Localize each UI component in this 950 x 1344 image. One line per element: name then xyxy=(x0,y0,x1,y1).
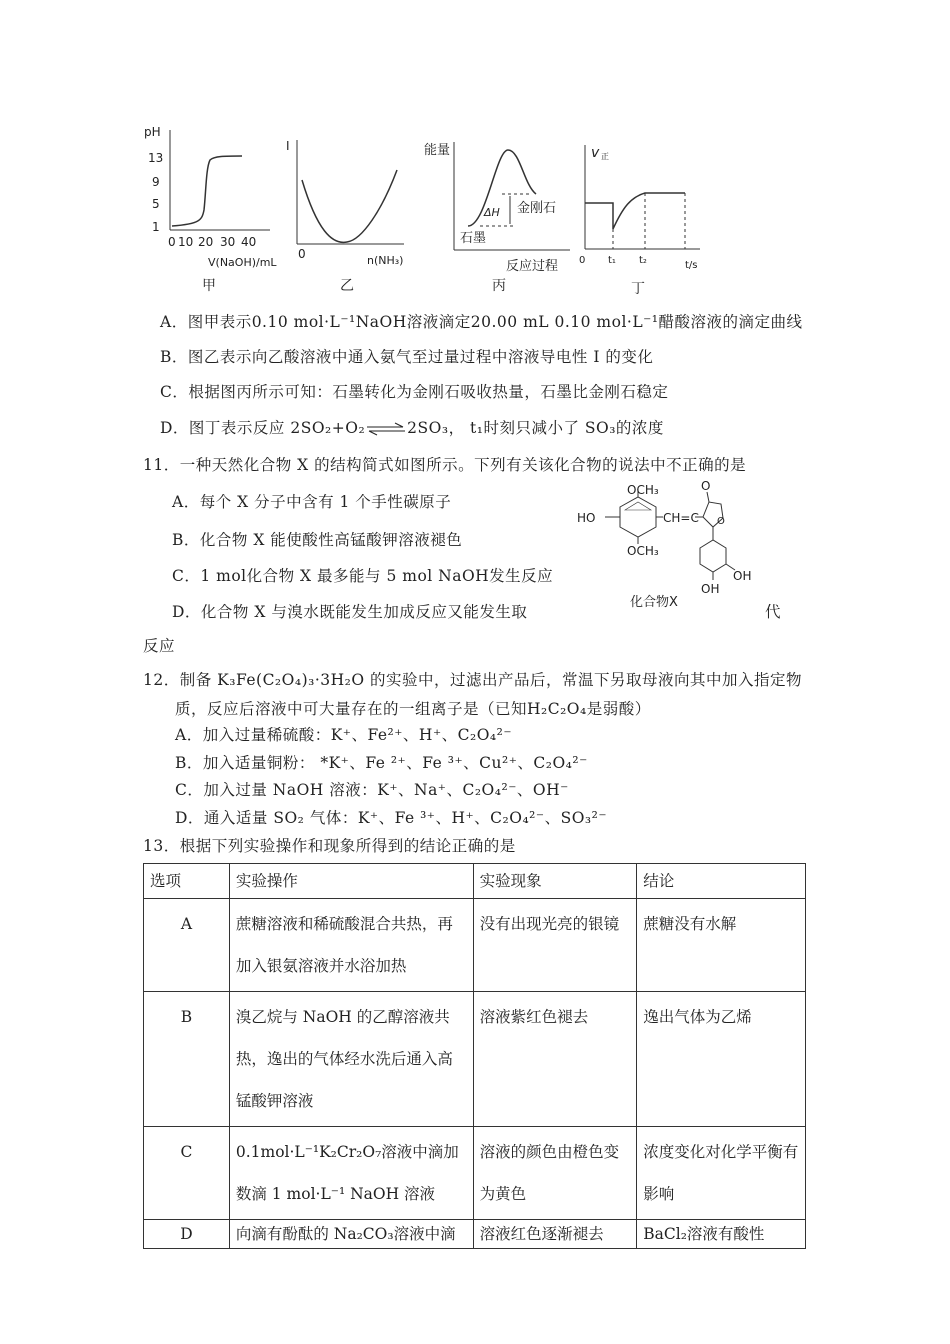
svg-text:OCH₃: OCH₃ xyxy=(627,483,659,497)
titration-curve xyxy=(172,156,242,226)
svg-text:t₁: t₁ xyxy=(608,255,616,266)
table-row: A 蔗糖溶液和稀硫酸混合共热，再加入银氨溶液并水浴加热 没有出现光亮的银镜 蔗糖没有水解 xyxy=(144,899,806,992)
svg-text:OH: OH xyxy=(733,569,752,583)
svg-text:1: 1 xyxy=(152,220,160,234)
svg-text:13: 13 xyxy=(148,151,164,165)
q11-option-d-cont: 反应 xyxy=(143,637,176,655)
q12-option-c: C．加入过量 NaOH 溶液：K⁺、Na⁺、C₂O₄²⁻、OH⁻ xyxy=(175,781,569,799)
svg-text:丙: 丙 xyxy=(492,278,506,294)
jia-ylabel: pH xyxy=(144,125,161,139)
svg-text:金刚石: 金刚石 xyxy=(517,201,557,216)
q11-option-c: C．1 mol化合物 X 最多能与 5 mol NaOH发生反应 xyxy=(172,567,554,585)
svg-text:ΔH: ΔH xyxy=(484,206,500,219)
svg-text:v: v xyxy=(591,145,600,161)
equilibrium-arrow-icon xyxy=(365,422,407,436)
figure-bing xyxy=(420,130,575,300)
jia-caption: 甲 xyxy=(202,278,216,294)
q13-stem: 13．根据下列实验操作和现象所得到的结论正确的是 xyxy=(143,837,516,855)
q12-stem-2: 质，反应后溶液中可大量存在的一组离子是（已知H₂C₂O₄是弱酸） xyxy=(175,700,651,718)
q12-option-a: A．加入过量稀硫酸：K⁺、Fe²⁺、H⁺、C₂O₄²⁻ xyxy=(175,726,513,744)
q10-option-d: D．图丁表示反应 2SO₂+O₂ 2SO₃， t₁时刻只减小了 SO₃的浓度 xyxy=(160,419,664,437)
rate-curve xyxy=(585,193,685,229)
svg-text:t₂: t₂ xyxy=(639,255,647,266)
q10-option-b: B．图乙表示向乙酸溶液中通入氨气至过量过程中溶液导电性 I 的变化 xyxy=(160,348,654,366)
svg-text:5: 5 xyxy=(152,197,160,211)
table-header-row: 选项 实验操作 实验现象 结论 xyxy=(144,864,806,899)
svg-text:O: O xyxy=(717,516,725,527)
q11-option-a: A．每个 X 分子中含有 1 个手性碳原子 xyxy=(172,493,452,511)
svg-text:0: 0 xyxy=(579,255,586,266)
q10-option-a: A．图甲表示0.10 mol·L⁻¹NaOH溶液滴定20.00 mL 0.10 mol·L⁻¹醋酸溶液的滴定曲线 xyxy=(160,313,803,331)
svg-text:CH=C: CH=C xyxy=(663,511,699,525)
q11-stem: 11．一种天然化合物 X 的结构简式如图所示。下列有关该化合物的说法中不正确的是 xyxy=(143,456,747,474)
svg-text:0: 0 xyxy=(168,235,176,249)
svg-text:10: 10 xyxy=(178,235,194,249)
svg-text:0: 0 xyxy=(298,247,306,261)
q12-stem-1: 12．制备 K₃Fe(C₂O₄)₃·3H₂O 的实验中，过滤出产品后，常温下另取母液向其中加入指定物 xyxy=(143,671,802,689)
svg-text:30: 30 xyxy=(220,235,236,249)
table-row: D 向滴有酚酞的 Na₂CO₃溶液中滴 溶液红色逐渐褪去 BaCl₂溶液有酸性 xyxy=(144,1220,806,1249)
compound-x-structure xyxy=(575,480,775,620)
svg-text:石墨: 石墨 xyxy=(460,231,487,246)
svg-text:20: 20 xyxy=(198,235,214,249)
q12-option-b: B．加入适量铜粉： *K⁺、Fe ²⁺、Fe ³⁺、Cu²⁺、C₂O₄²⁻ xyxy=(175,754,588,772)
figure-jia xyxy=(140,120,290,300)
jia-xlabel: V(NaOH)/mL xyxy=(208,256,277,269)
q12-option-d: D．通入适量 SO₂ 气体：K⁺、Fe ³⁺、H⁺、C₂O₄²⁻、SO₃²⁻ xyxy=(175,809,608,827)
table-row: C 0.1mol·L⁻¹K₂Cr₂O₇溶液中滴加数滴 1 mol·L⁻¹ NaOH 溶液 溶液的颜色由橙色变为黄色 浓度变化对化学平衡有影响 xyxy=(144,1127,806,1220)
q13-table xyxy=(143,863,806,1249)
svg-text:OCH₃: OCH₃ xyxy=(627,544,659,558)
svg-text:能量: 能量 xyxy=(424,143,451,158)
q11-option-d: D．化合物 X 与溴水既能发生加成反应又能发生取 xyxy=(172,603,528,621)
svg-text:I: I xyxy=(286,139,290,153)
svg-text:n(NH₃): n(NH₃) xyxy=(367,254,404,267)
svg-text:9: 9 xyxy=(152,175,160,189)
figure-yi xyxy=(282,120,412,300)
svg-text:t/s: t/s xyxy=(685,260,698,271)
svg-text:O: O xyxy=(701,480,711,493)
table-row: B 溴乙烷与 NaOH 的乙醇溶液共热，逸出的气体经水洗后通入高锰酸钾溶液 溶液紫红色褪去 逸出气体为乙烯 xyxy=(144,992,806,1127)
svg-text:HO: HO xyxy=(577,511,596,525)
q11-option-d-tail: 代 xyxy=(765,603,782,621)
svg-text:乙: 乙 xyxy=(340,278,354,294)
figure-ding xyxy=(575,135,705,300)
q11-option-b: B．化合物 X 能使酸性高锰酸钾溶液褪色 xyxy=(172,531,463,549)
q10-option-c: C．根据图丙所示可知：石墨转化为金刚石吸收热量，石墨比金刚石稳定 xyxy=(160,383,669,401)
conductivity-curve xyxy=(302,170,397,242)
svg-text:丁: 丁 xyxy=(631,281,645,297)
svg-text:反应过程: 反应过程 xyxy=(506,259,559,274)
compound-x-label: 化合物X xyxy=(630,595,678,610)
svg-text:正: 正 xyxy=(601,152,609,161)
svg-text:40: 40 xyxy=(241,235,257,249)
svg-text:OH: OH xyxy=(701,582,720,596)
